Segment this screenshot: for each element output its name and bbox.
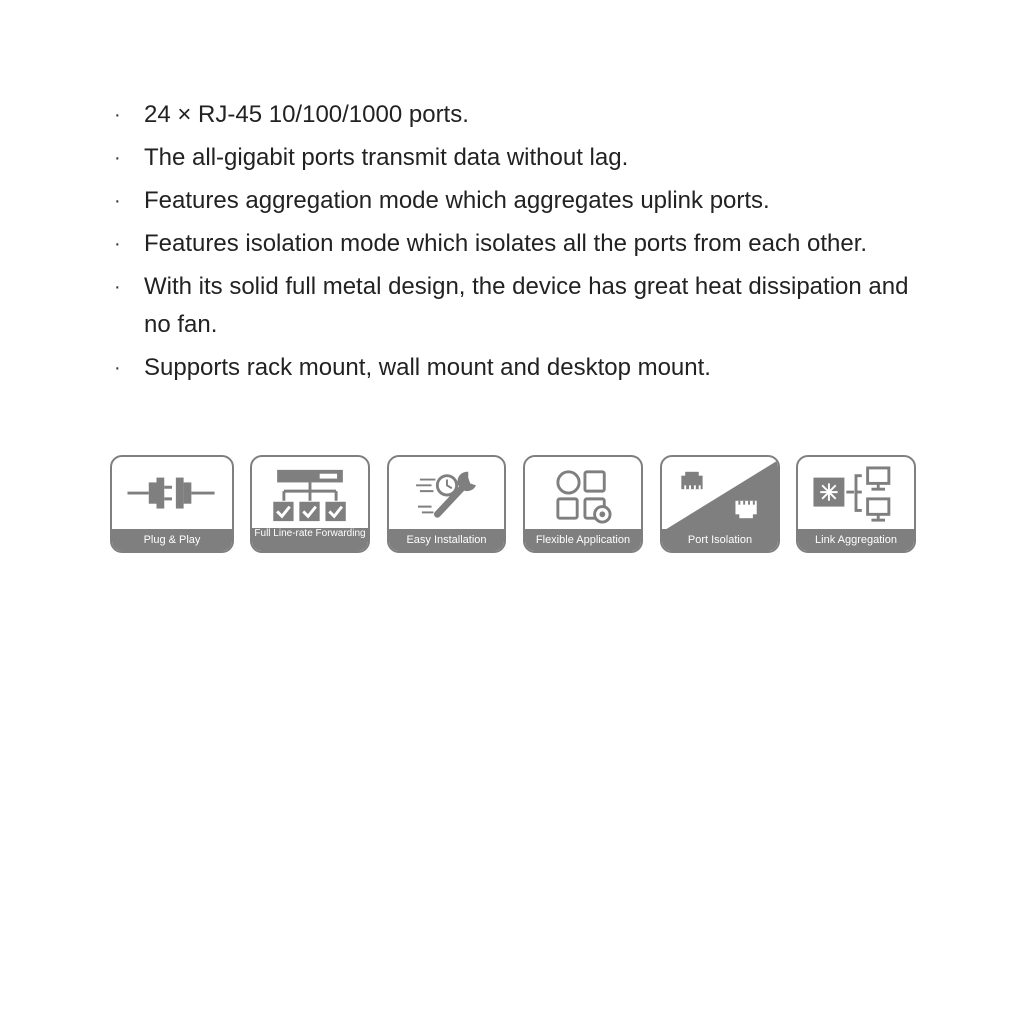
feature-item [110,182,930,220]
port-isolation-icon [662,457,778,533]
feature-list [110,96,930,392]
feature-text: Supports rack mount, wall mount and desktop mount. [144,354,711,381]
badge-caption: Port Isolation [662,529,778,551]
bullet-dot: · [114,233,121,255]
badge-port-isolation [660,455,780,553]
feature-item [110,225,930,263]
bullet-dot: · [114,276,121,298]
badge-caption: Full Line-rate Forwarding [252,528,368,551]
bullet-dot: · [114,357,121,379]
bullet-dot: · [114,147,121,169]
plug-icon [112,457,232,533]
feature-text: Features aggregation mode which aggregates uplink ports. [144,187,770,214]
feature-text: 24 × RJ-45 10/100/1000 ports. [144,101,469,128]
flexible-icon [525,457,641,533]
badge-plug-play [110,455,234,553]
feature-text: The all-gigabit ports transmit data without lag. [144,144,629,171]
feature-item [110,139,930,177]
badge-flexible-application [523,455,643,553]
feature-item [110,349,930,387]
feature-item [110,268,930,344]
feature-text: Features isolation mode which isolates all the ports from each other. [144,230,868,257]
badge-caption: Link Aggregation [798,529,914,551]
feature-item [110,96,930,134]
badge-caption: Easy Installation [389,529,504,551]
badge-caption: Plug & Play [112,529,232,551]
forwarding-icon [252,457,368,533]
badge-easy-installation [387,455,506,553]
feature-text: With its solid full metal design, the device has great heat dissipation and no fan. [144,273,909,338]
feature-badges [110,455,916,557]
badge-caption: Flexible Application [525,529,641,551]
wrench-icon [389,457,504,533]
bullet-dot: · [114,190,121,212]
bullet-dot: · [114,104,121,126]
link-aggregation-icon [798,457,914,533]
badge-full-line-rate [250,455,370,553]
badge-link-aggregation [796,455,916,553]
